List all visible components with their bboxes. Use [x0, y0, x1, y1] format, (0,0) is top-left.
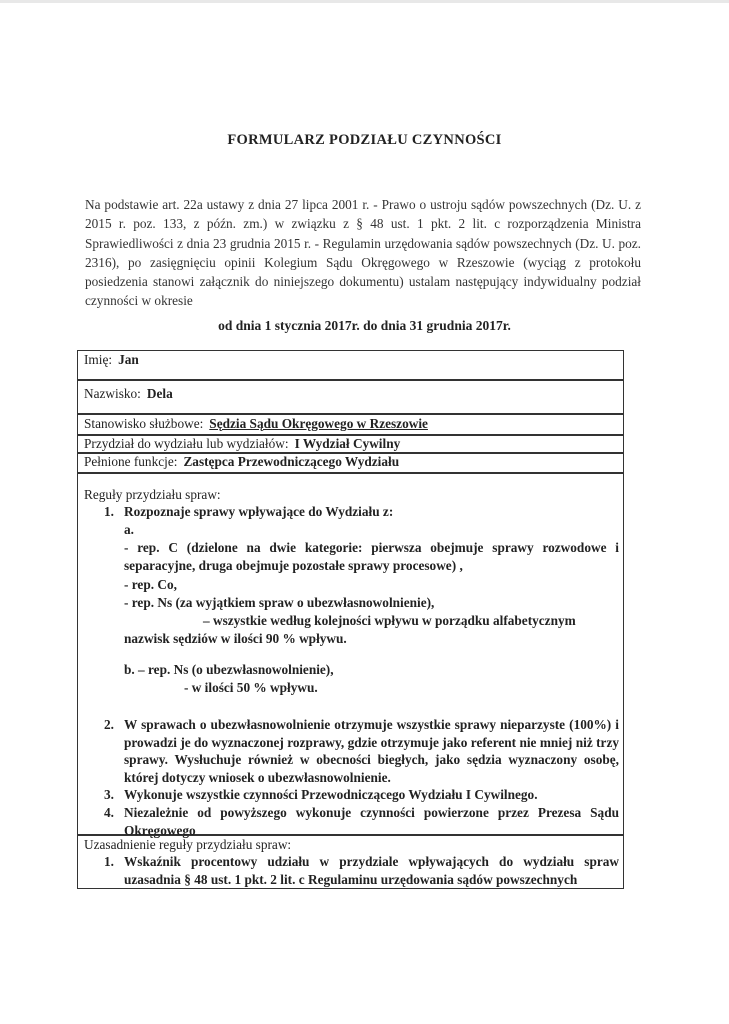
rule-4-text: Niezależnie od powyższego wykonuje czynności powierzone przez Prezesa Sądu Okręgowego — [124, 805, 619, 838]
position-row — [84, 416, 428, 432]
position-label: Stanowisko służbowe: — [84, 416, 204, 431]
rule-4-number: 4. — [104, 805, 114, 820]
division-row — [84, 436, 400, 452]
rule-2-number: 2. — [104, 717, 114, 732]
function-row — [84, 454, 399, 470]
rule-1-all-line1: – wszystkie według kolejności wpływu w porządku alfabetycznym — [203, 613, 576, 628]
rule-1-b-share: - w ilości 50 % wpływu. — [184, 680, 318, 695]
function-label: Pełnione funkcje: — [84, 454, 178, 469]
rules-section — [84, 486, 619, 838]
function-value: Zastępca Przewodniczącego Wydziału — [183, 454, 400, 469]
rule-1-b: b. – rep. Ns (o ubezwłasnowolnienie), — [124, 662, 334, 677]
justification-1-text: Wskaźnik procentowy udziału w przydziale wpływających do wydziału spraw uzasadnia § 48 ust. 1 pkt. 2 lit. c Regulaminu urzędowania sądów powszechnych — [124, 854, 619, 887]
justification-heading: Uzasadnienie reguły przydziału spraw: — [84, 837, 292, 852]
rule-1-rep-co: - rep. Co, — [124, 577, 177, 592]
last-name-label: Nazwisko: — [84, 386, 141, 401]
last-name-row — [84, 386, 173, 402]
rule-1-all-line2: nazwisk sędziów w ilości 90 % wpływu. — [124, 631, 347, 646]
rule-1-rep-ns: - rep. Ns (za wyjątkiem spraw o ubezwłasnowolnienie), — [124, 595, 435, 610]
scan-edge — [0, 0, 729, 3]
justification-section — [84, 836, 619, 888]
first-name-box — [77, 350, 624, 380]
rule-3-number: 3. — [104, 787, 114, 802]
legal-basis-paragraph: Na podstawie art. 22a ustawy z dnia 27 lipca 2001 r. - Prawo o ustroju sądów powszechnych (Dz. U. z 2015 r. poz. 133, z późn. zm.) w związku z § 48 ust. 1 pkt. 2 lit. c rozporządzenia Ministra Sprawiedliwości z dnia 23 grudnia 2015 r. - Regulamin urzędowania sądów powszechnych (Dz. U. poz. 2316), po zasięgnięciu opinii Kolegium Sądu Okręgowego w Rzeszowie (wyciąg z protokołu posiedzenia stanowi załącznik do niniejszego dokumentu) ustalam następujący indywidualny podział czynności w okresie — [85, 197, 641, 309]
rule-1-title: Rozpoznaje sprawy wpływające do Wydziału z: — [124, 504, 394, 519]
rule-2-text: W sprawach o ubezwłasnowolnienie otrzymuje wszystkie sprawy nieparzyste (100%) i prowadzi je do wyznaczonej rozprawy, gdzie otrzymuje jako referent nie mniej niż trzy sprawy. Wysłuchuje również w obecności biegłych, jako sędzia wyznaczony osobę, której dotyczy wniosek o ubezwłasnowolnienie. — [124, 717, 619, 785]
position-value: Sędzia Sądu Okręgowego w Rzeszowie — [209, 416, 428, 431]
rule-3-text: Wykonuje wszystkie czynności Przewodniczącego Wydziału I Cywilnego. — [124, 787, 538, 802]
rule-1-a: a. — [124, 522, 134, 537]
rule-1-number: 1. — [104, 504, 114, 519]
period: od dnia 1 stycznia 2017r. do dnia 31 grudnia 2017r. — [218, 318, 511, 333]
document-title: FORMULARZ PODZIAŁU CZYNNOŚCI — [227, 132, 502, 148]
division-label: Przydział do wydziału lub wydziałów: — [84, 436, 289, 451]
first-name-value: Jan — [118, 352, 139, 367]
rule-1-rep-c: - rep. C (dzielone na dwie kategorie: pierwsza obejmuje sprawy rozwodowe i separacyjne, druga obejmuje pozostałe sprawy procesowe) , — [124, 540, 619, 573]
first-name-row — [84, 352, 139, 368]
division-value: I Wydział Cywilny — [294, 436, 401, 451]
first-name-label: Imię: — [84, 352, 113, 367]
last-name-value: Dela — [146, 386, 173, 401]
rules-heading: Reguły przydziału spraw: — [84, 487, 221, 502]
justification-1-number: 1. — [104, 854, 114, 869]
